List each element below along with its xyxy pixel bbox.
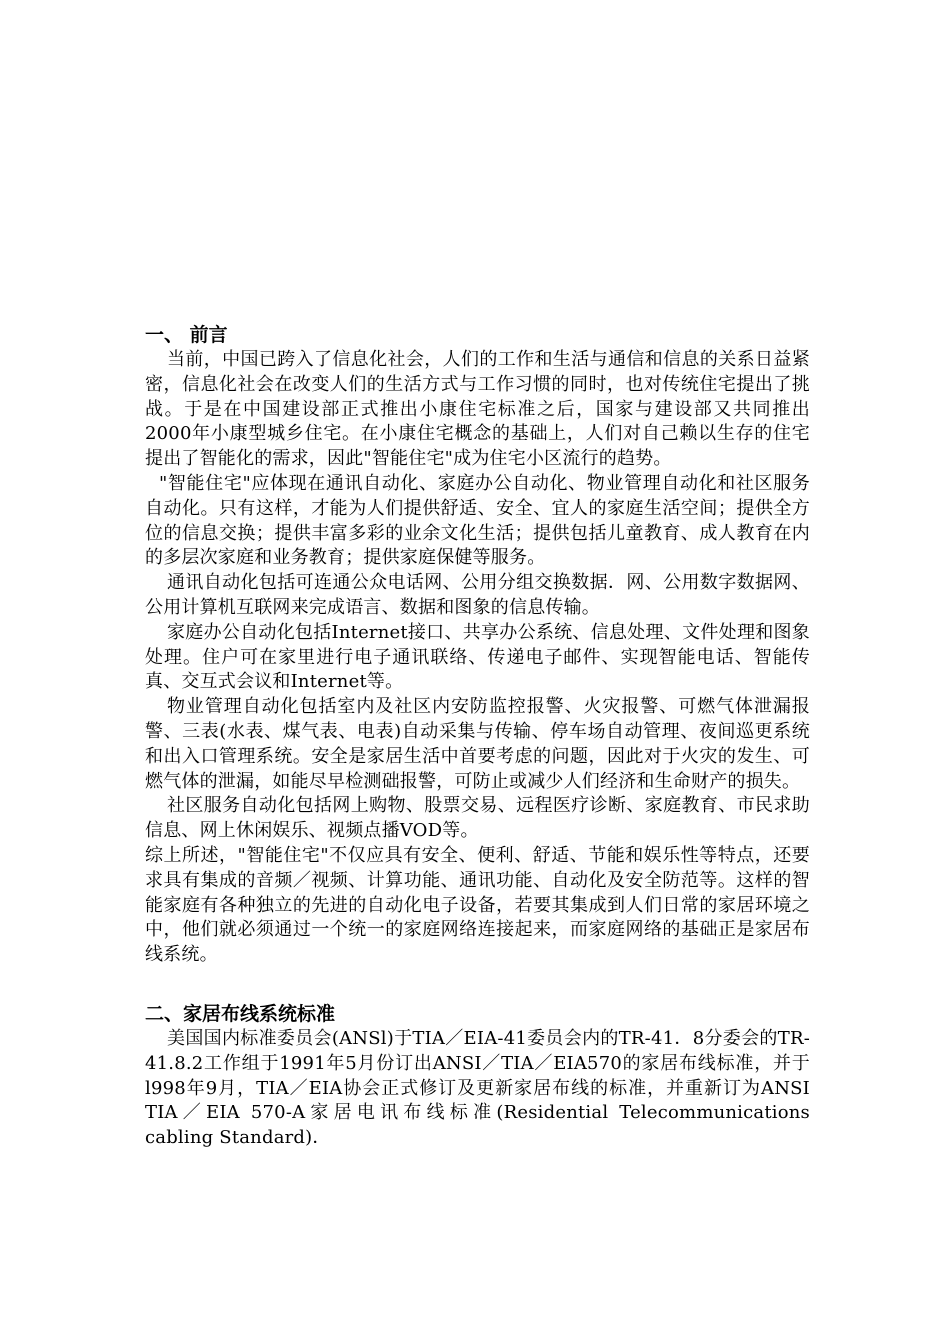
paragraph-community-service-automation: 社区服务自动化包括网上购物、股票交易、远程医疗诊断、家庭教育、市民求助信息、网上休闲娱乐、视频点播VOD等。	[145, 795, 810, 842]
paragraph-intro: 当前，中国已跨入了信息化社会，人们的工作和生活与通信和信息的关系日益紧密，信息化社会在改变人们的生活方式与工作习惯的同时，也对传统住宅提出了挑战。于是在中国建设部正式推出小康住宅标准之后，国家与建设部又共同推出2000年小康型城乡住宅。在小康住宅概念的基础上，人们对自己赖以生存的住宅提出了智能化的需求，因此"智能住宅"成为住宅小区流行的趋势。	[145, 349, 810, 470]
section-heading-preface: 一、 前言	[145, 324, 228, 346]
paragraph-home-office-automation: 家庭办公自动化包括Internet接口、共享办公系统、信息处理、文件处理和图象处理。住户可在家里进行电子通讯联络、传递电子邮件、实现智能电话、智能传真、交互式会议和Internet等。	[145, 621, 810, 693]
paragraph-ansi-standard: 美国国内标准委员会(ANSl)于TIA／EIA-41委员会内的TR-41．8分委会的TR-41.8.2工作组于1991年5月份订出ANSI／TIA／EIA570的家居布线标准，并于l998年9月，TIA／EIA协会正式修订及更新家居布线的标准，并重新订为ANSI TIA／EIA 570-A家居电讯布线标准(Residential Telecommunications cabling Standard)．	[145, 1027, 810, 1149]
paragraph-property-management-automation: 物业管理自动化包括室内及社区内安防监控报警、火灾报警、可燃气体泄漏报警、三表(水表、煤气表、电表)自动采集与传输、停车场自动管理、夜间巡更系统和出入口管理系统。安全是家居生活中首要考虑的问题，因此对于火灾的发生、可燃气体的泄漏，如能尽早检测础报警，可防止或减少人们经济和生命财产的损失。	[145, 696, 810, 792]
section-heading-cabling-standard: 二、家居布线系统标准	[145, 1002, 336, 1025]
paragraph-communication-automation: 通讯自动化包括可连通公众电话网、公用分组交换数据．网、公用数字数据网、公用计算机互联网来完成语言、数据和图象的信息传输。	[145, 572, 810, 618]
document-page	[145, 323, 810, 1151]
paragraph-summary: 综上所述，"智能住宅"不仅应具有安全、便利、舒适、节能和娱乐性等特点，还要求具有集成的音频／视频、计算功能、通讯功能、自动化及安全防范等。这样的智能家庭有各种独立的先进的自动化电子设备，若要其集成到人们日常的家居环境之中，他们就必须通过一个统一的家庭网络连接起来，而家庭网络的基础正是家居布线系统。	[145, 844, 810, 966]
paragraph-smart-home: "智能住宅"应体现在通讯自动化、家庭办公自动化、物业管理自动化和社区服务自动化。只有这样，才能为人们提供舒适、安全、宜人的家庭生活空间；提供全方位的信息交换；提供丰富多彩的业余文化生活；提供包括儿童教育、成人教育在内的多层次家庭和业务教育；提供家庭保健等服务。	[145, 472, 810, 569]
section-spacer	[145, 968, 810, 992]
